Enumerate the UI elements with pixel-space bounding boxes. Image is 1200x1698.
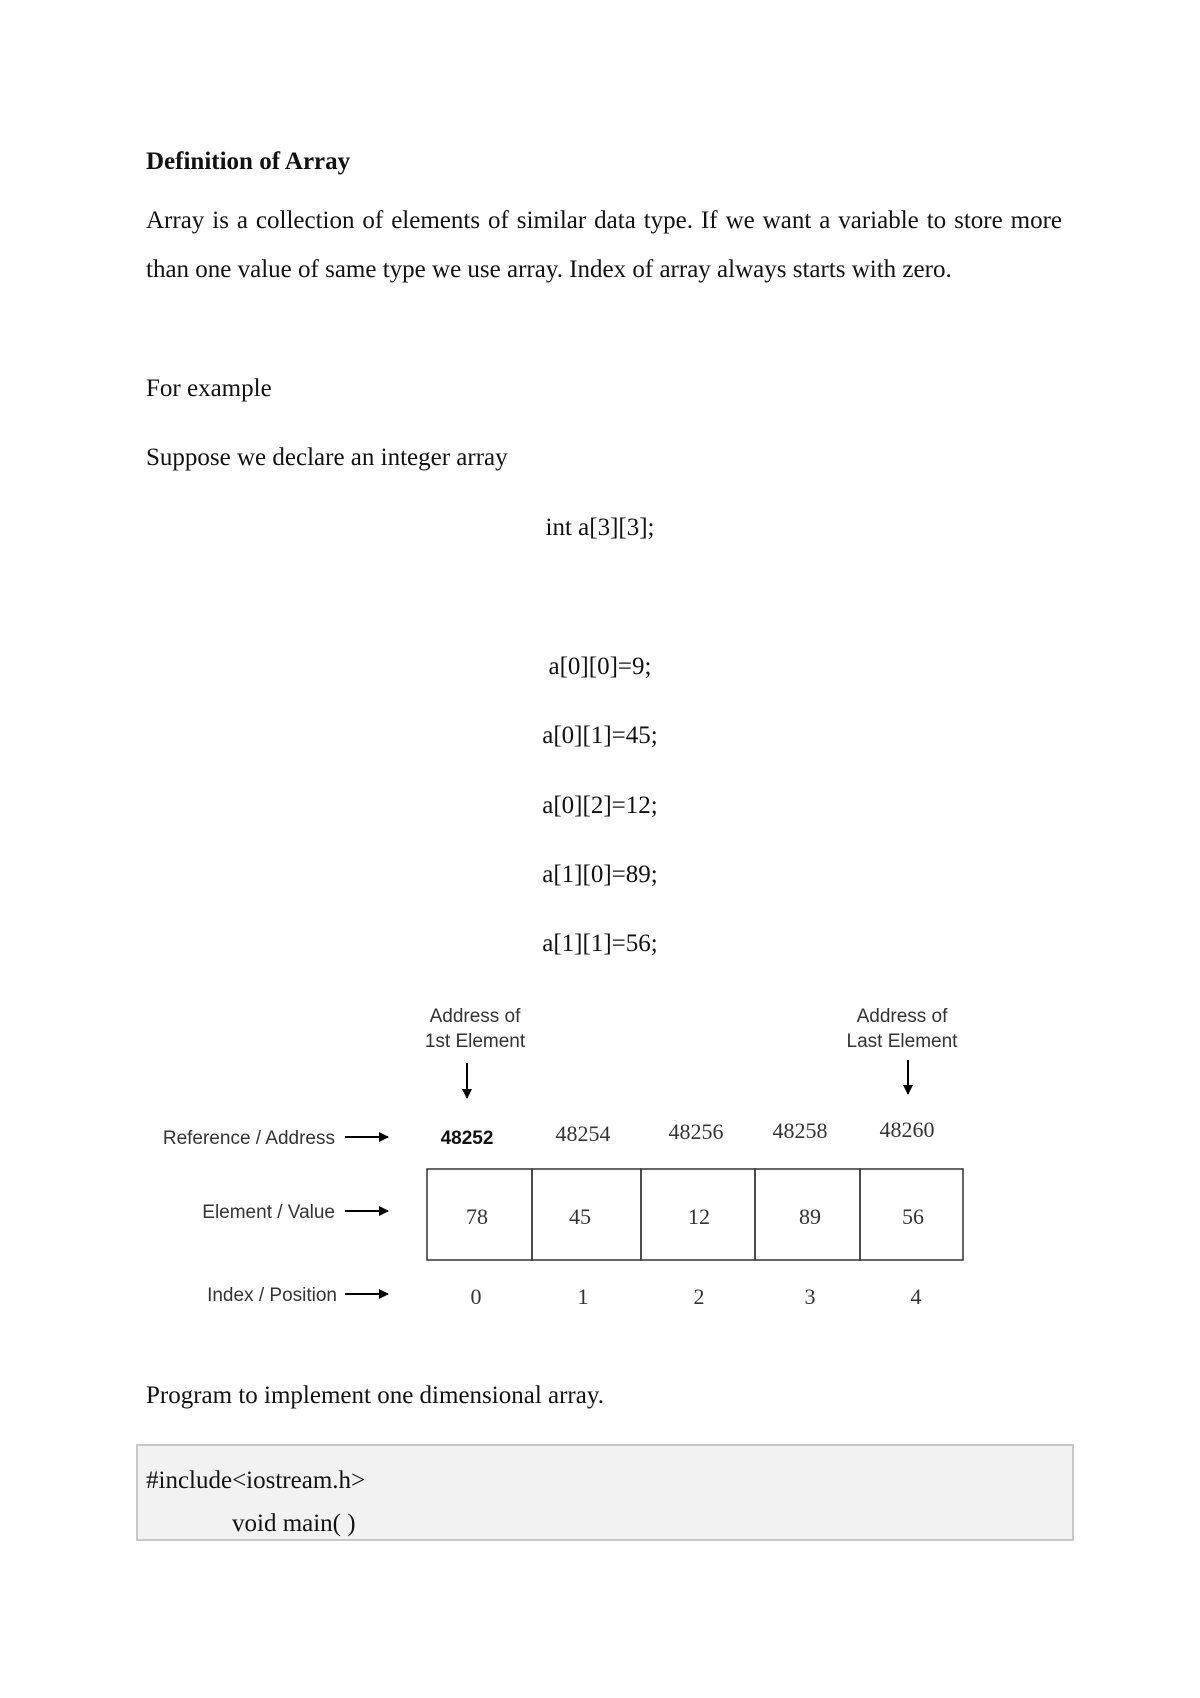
assignment-line: a[0][0]=9; bbox=[548, 653, 652, 680]
address-cell: 48254 bbox=[555, 1121, 611, 1146]
index-position-label: Index / Position bbox=[207, 1285, 337, 1306]
address-cell: 48260 bbox=[879, 1117, 935, 1142]
value-cell: 12 bbox=[688, 1204, 710, 1229]
assignment-line: a[0][2]=12; bbox=[542, 792, 658, 819]
assignment-line: a[1][1]=56; bbox=[542, 930, 658, 957]
first-address-label-line1: Address of bbox=[429, 1006, 521, 1027]
index-cell: 2 bbox=[693, 1284, 705, 1309]
assignment-line: a[1][0]=89; bbox=[542, 861, 658, 888]
index-cell: 3 bbox=[804, 1284, 816, 1309]
code-block bbox=[136, 1444, 1074, 1541]
last-address-label-line2: Last Element bbox=[846, 1031, 958, 1052]
index-cell: 4 bbox=[910, 1284, 922, 1309]
section-heading: Definition of Array bbox=[146, 148, 351, 175]
value-cell: 89 bbox=[799, 1204, 821, 1229]
assignment-line: a[0][1]=45; bbox=[542, 722, 658, 749]
index-cell: 0 bbox=[470, 1284, 482, 1309]
suppose-text: Suppose we declare an integer array bbox=[146, 444, 508, 471]
first-address-label-line2: 1st Element bbox=[424, 1031, 526, 1052]
code-line-include: #include<iostream.h> bbox=[146, 1467, 366, 1494]
element-value-label: Element / Value bbox=[202, 1202, 335, 1223]
for-example-text: For example bbox=[146, 375, 272, 402]
address-cell: 48258 bbox=[772, 1118, 828, 1143]
value-cell: 56 bbox=[902, 1204, 924, 1229]
array-memory-diagram bbox=[0, 995, 1200, 1325]
array-declaration: int a[3][3]; bbox=[545, 514, 655, 541]
program-title: Program to implement one dimensional array. bbox=[146, 1382, 604, 1409]
value-cell: 45 bbox=[569, 1204, 591, 1229]
last-address-label-line1: Address of bbox=[856, 1006, 948, 1027]
address-cell: 48256 bbox=[668, 1119, 724, 1144]
code-line-main: void main( ) bbox=[232, 1510, 356, 1537]
reference-address-label: Reference / Address bbox=[162, 1128, 335, 1149]
definition-paragraph: Array is a collection of elements of similar data type. If we want a variable to store more than one value of same type we use array. Index of array always starts with zero. bbox=[146, 207, 1062, 283]
value-cell: 78 bbox=[466, 1204, 488, 1229]
address-cell: 48252 bbox=[440, 1128, 494, 1149]
index-cell: 1 bbox=[577, 1284, 589, 1309]
